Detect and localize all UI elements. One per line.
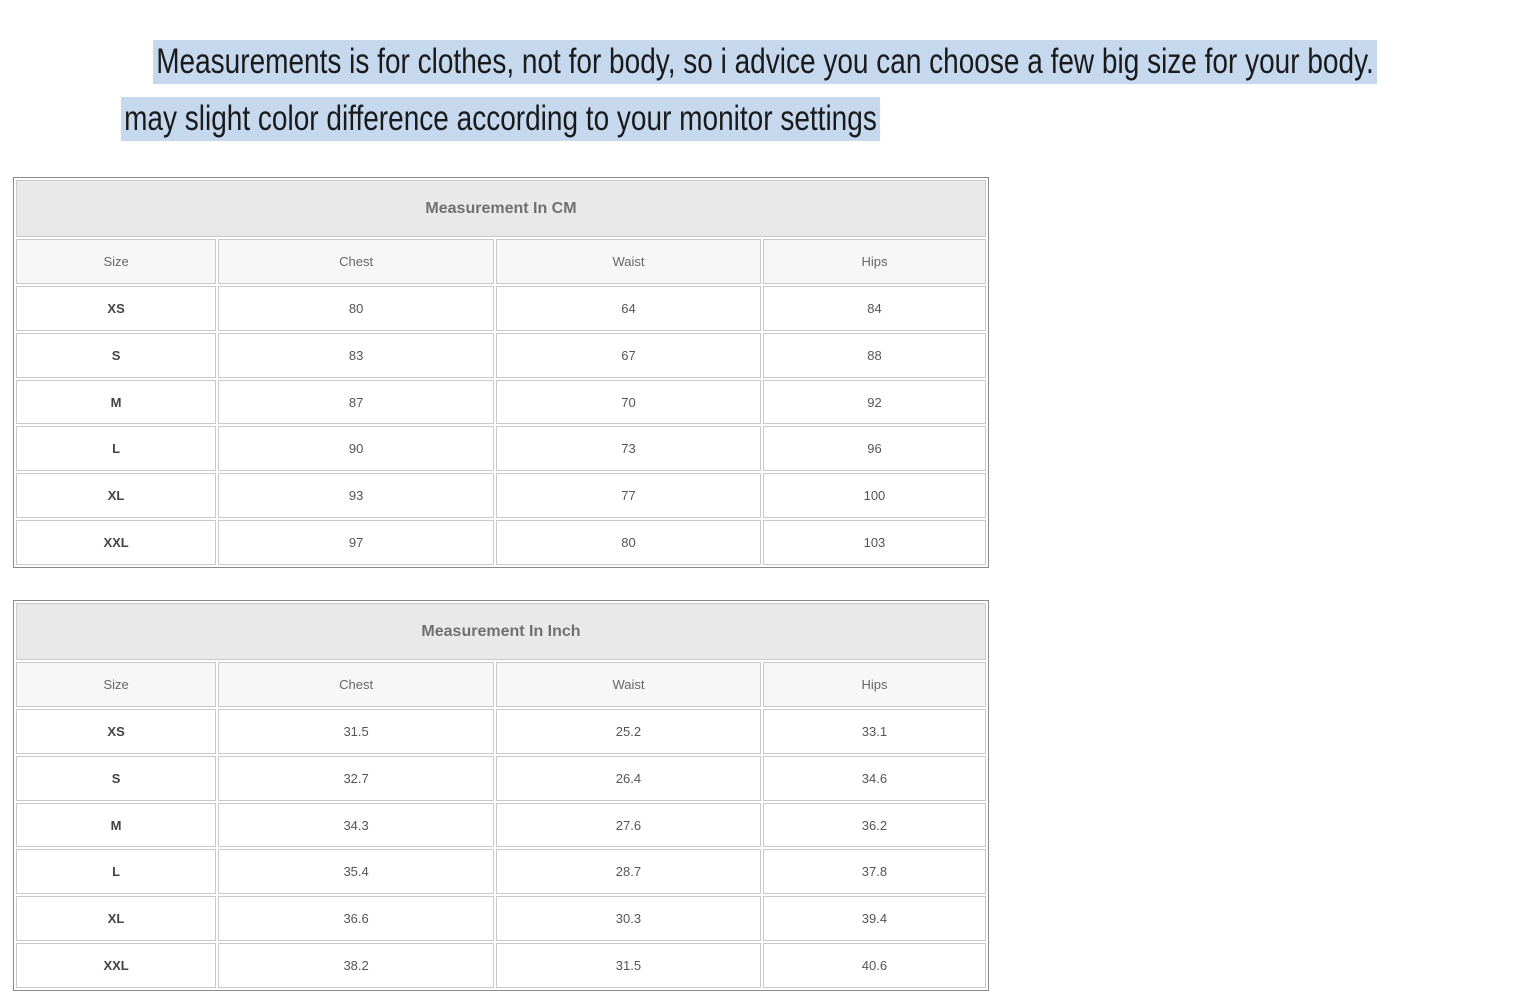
size-cell: S (16, 333, 216, 378)
size-cell: XS (16, 286, 216, 331)
size-cell: M (16, 803, 216, 848)
hips-cell: 92 (763, 380, 986, 425)
waist-cell: 27.6 (496, 803, 761, 848)
table-row (16, 333, 986, 378)
size-cell: XL (16, 896, 216, 941)
size-cell: M (16, 380, 216, 425)
notice-line-2-text: may slight color difference according to your monitor settings (120, 97, 879, 141)
hips-cell: 39.4 (763, 896, 986, 941)
table-row (16, 943, 986, 988)
chest-cell: 38.2 (218, 943, 494, 988)
chest-cell: 32.7 (218, 756, 494, 801)
chest-cell: 35.4 (218, 849, 494, 894)
waist-cell: 30.3 (496, 896, 761, 941)
header-hips: Hips (763, 662, 986, 707)
hips-cell: 100 (763, 473, 986, 518)
waist-cell: 80 (496, 520, 761, 565)
chest-cell: 36.6 (218, 896, 494, 941)
hips-cell: 96 (763, 426, 986, 471)
waist-cell: 70 (496, 380, 761, 425)
waist-cell: 28.7 (496, 849, 761, 894)
size-table-inch (13, 600, 989, 991)
notice-line-2 (0, 97, 1000, 141)
header-waist: Waist (496, 662, 761, 707)
notice-line-1 (0, 40, 1374, 84)
header-size: Size (16, 239, 216, 284)
table-row (16, 473, 986, 518)
waist-cell: 67 (496, 333, 761, 378)
table-title: Measurement In CM (16, 180, 986, 237)
size-cell: XS (16, 709, 216, 754)
size-cell: XL (16, 473, 216, 518)
chest-cell: 34.3 (218, 803, 494, 848)
table-row (16, 520, 986, 565)
chest-cell: 80 (218, 286, 494, 331)
hips-cell: 37.8 (763, 849, 986, 894)
size-cell: XXL (16, 520, 216, 565)
size-cell: XXL (16, 943, 216, 988)
hips-cell: 103 (763, 520, 986, 565)
hips-cell: 84 (763, 286, 986, 331)
size-cell: S (16, 756, 216, 801)
header-hips: Hips (763, 239, 986, 284)
waist-cell: 25.2 (496, 709, 761, 754)
waist-cell: 26.4 (496, 756, 761, 801)
hips-cell: 33.1 (763, 709, 986, 754)
table-header-row (16, 239, 986, 284)
chest-cell: 97 (218, 520, 494, 565)
table-row (16, 426, 986, 471)
table-header-row (16, 662, 986, 707)
chest-cell: 83 (218, 333, 494, 378)
table-row (16, 380, 986, 425)
waist-cell: 31.5 (496, 943, 761, 988)
chest-cell: 31.5 (218, 709, 494, 754)
chest-cell: 93 (218, 473, 494, 518)
chest-cell: 90 (218, 426, 494, 471)
hips-cell: 88 (763, 333, 986, 378)
header-chest: Chest (218, 239, 494, 284)
header-size: Size (16, 662, 216, 707)
header-waist: Waist (496, 239, 761, 284)
size-cell: L (16, 849, 216, 894)
table-title: Measurement In Inch (16, 603, 986, 660)
table-row (16, 709, 986, 754)
hips-cell: 40.6 (763, 943, 986, 988)
table-row (16, 756, 986, 801)
notice-line-1-text: Measurements is for clothes, not for body, so i advice you can choose a few big size for your body. (153, 40, 1377, 84)
header-chest: Chest (218, 662, 494, 707)
table-row (16, 803, 986, 848)
hips-cell: 34.6 (763, 756, 986, 801)
table-row (16, 286, 986, 331)
waist-cell: 64 (496, 286, 761, 331)
waist-cell: 73 (496, 426, 761, 471)
table-row (16, 849, 986, 894)
size-table-cm (13, 177, 989, 568)
waist-cell: 77 (496, 473, 761, 518)
size-cell: L (16, 426, 216, 471)
table-row (16, 896, 986, 941)
hips-cell: 36.2 (763, 803, 986, 848)
chest-cell: 87 (218, 380, 494, 425)
